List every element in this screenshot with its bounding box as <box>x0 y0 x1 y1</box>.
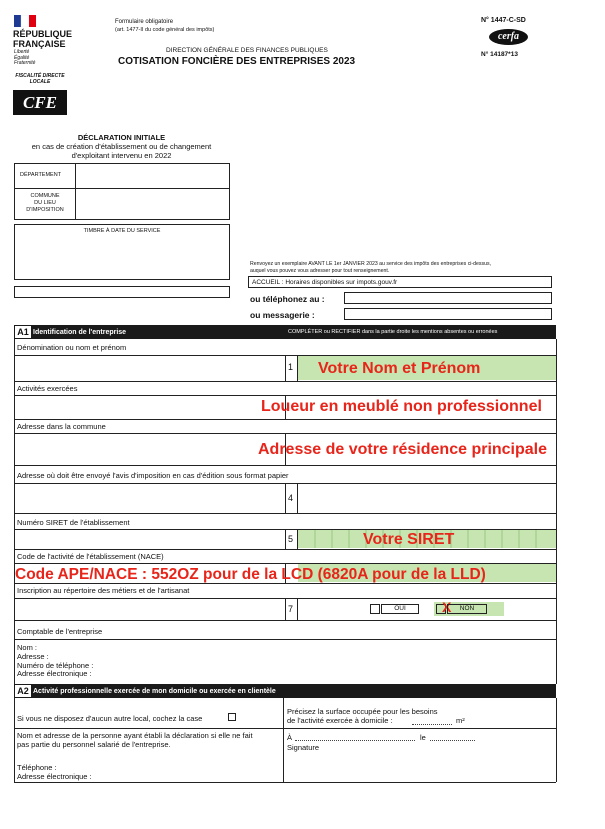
marianne-logo <box>14 14 36 26</box>
non-label: NON <box>447 604 487 614</box>
surface-unit: m² <box>456 716 465 725</box>
messagerie-label: ou messagerie : <box>250 310 315 320</box>
denomination-label: Dénomination ou nom et prénom <box>17 343 127 352</box>
adresse-avis-label: Adresse où doit être envoyé l'avis d'imposition en cas d'édition sous format papier <box>17 471 289 480</box>
row-number-4: 4 <box>288 493 294 503</box>
a-field[interactable] <box>295 740 415 741</box>
annotation-nom: Votre Nom et Prénom <box>318 360 481 377</box>
section-a1-instruction: COMPLÉTER ou RECTIFIER dans la partie droite les mentions absentes ou erronées <box>288 329 498 335</box>
form-obligatoire: Formulaire obligatoire <box>115 19 174 25</box>
section-a2-code: A2 <box>15 685 31 697</box>
row-number-5: 5 <box>288 534 294 544</box>
flag-icon <box>14 15 36 27</box>
messagerie-field[interactable] <box>344 308 552 320</box>
surface-label: Précisez la surface occupée pour les besoins de l'activité exercée à domicile : <box>287 707 438 725</box>
no-local-checkbox[interactable] <box>228 713 236 721</box>
departement-field[interactable] <box>76 164 229 187</box>
form-article: (art. 1477-II du code général des impôts) <box>115 27 215 33</box>
inscription-label: Inscription au répertoire des métiers et de l'artisanat <box>17 586 190 595</box>
cerfa-logo: cerfa <box>489 29 528 45</box>
section-a1-code: A1 <box>15 326 31 338</box>
cerfa-number: N° 14187*13 <box>481 51 518 58</box>
cfe-logo: CFE <box>13 90 67 115</box>
le-field[interactable] <box>430 740 475 741</box>
republic-motto: Liberté Égalité Fraternité <box>14 49 36 66</box>
le-label: le <box>420 733 426 742</box>
service-field[interactable] <box>14 286 230 298</box>
return-notice: Renvoyez un exemplaire AVANT LE 1er JANVIER 2023 au service des impôts des entreprises ci-dessus, auquel vous pouvez vous adresser pour tout renseignement. <box>250 261 492 274</box>
person-label: Nom et adresse de la personne ayant établi la déclaration si elle ne fait pas partie du personnel salarié de l'entreprise. <box>17 731 253 749</box>
timbre-label: TIMBRE À DATE DU SERVICE <box>83 228 161 234</box>
surface-field[interactable] <box>412 716 452 725</box>
page-title: COTISATION FONCIÈRE DES ENTREPRISES 2023 <box>118 56 356 67</box>
non-mark: X <box>442 599 452 615</box>
form-number: N° 1447-C-SD <box>481 17 526 24</box>
comptable-fields: Nom : Adresse : Numéro de téléphone : Adresse électronique : <box>17 643 94 679</box>
person-telephone-label: Téléphone : <box>17 763 57 772</box>
signature-label: Signature <box>287 743 320 752</box>
siret-label: Numéro SIRET de l'établissement <box>17 518 130 527</box>
dgfip-label: DIRECTION GÉNÉRALE DES FINANCES PUBLIQUES <box>166 47 328 54</box>
telephone-field[interactable] <box>344 292 552 304</box>
annotation-ape: Code APE/NACE : 552OZ pour de la LCD (6820A pour de la LLD) <box>15 566 486 583</box>
annotation-siret: Votre SIRET <box>363 531 455 548</box>
oui-checkbox[interactable] <box>370 604 380 614</box>
section-a1-title: Identification de l'entreprise <box>33 329 127 336</box>
adresse-commune-label: Adresse dans la commune <box>17 422 106 431</box>
accueil-label: ACCUEIL : Horaires disponibles sur impots.gouv.fr <box>252 279 398 286</box>
commune-label: COMMUNE DU LIEU D'IMPOSITION <box>26 193 64 213</box>
section-a2-title: Activité professionnelle exercée de mon domicile ou exercée en clientèle <box>33 688 276 695</box>
comptable-label: Comptable de l'entreprise <box>17 627 103 636</box>
activites-label: Activités exercées <box>17 384 78 393</box>
declaration-title: DÉCLARATION INITIALE en cas de création d'établissement ou de changement d'exploitant intervenu en 2022 <box>31 133 212 160</box>
row-number-7: 7 <box>288 604 294 614</box>
telephone-label: ou téléphonez au : <box>250 294 325 304</box>
annotation-adresse: Adresse de votre résidence principale <box>258 441 548 458</box>
republic-name: RÉPUBLIQUE FRANÇAISE <box>13 29 73 49</box>
a-label: À <box>287 733 293 742</box>
no-local-label: Si vous ne disposez d'aucun autre local, cochez la case <box>17 714 203 723</box>
departement-label: DÉPARTEMENT <box>20 172 62 178</box>
commune-field[interactable] <box>76 189 229 219</box>
row-number-1: 1 <box>288 362 294 372</box>
annotation-activite: Loueur en meublé non professionnel <box>261 398 542 415</box>
fiscalite-label: FISCALITÉ DIRECTE LOCALE <box>15 73 65 85</box>
oui-label: OUI <box>381 604 419 614</box>
nace-label: Code de l'activité de l'établissement (NACE) <box>17 552 164 561</box>
person-email-label: Adresse électronique : <box>17 772 92 781</box>
